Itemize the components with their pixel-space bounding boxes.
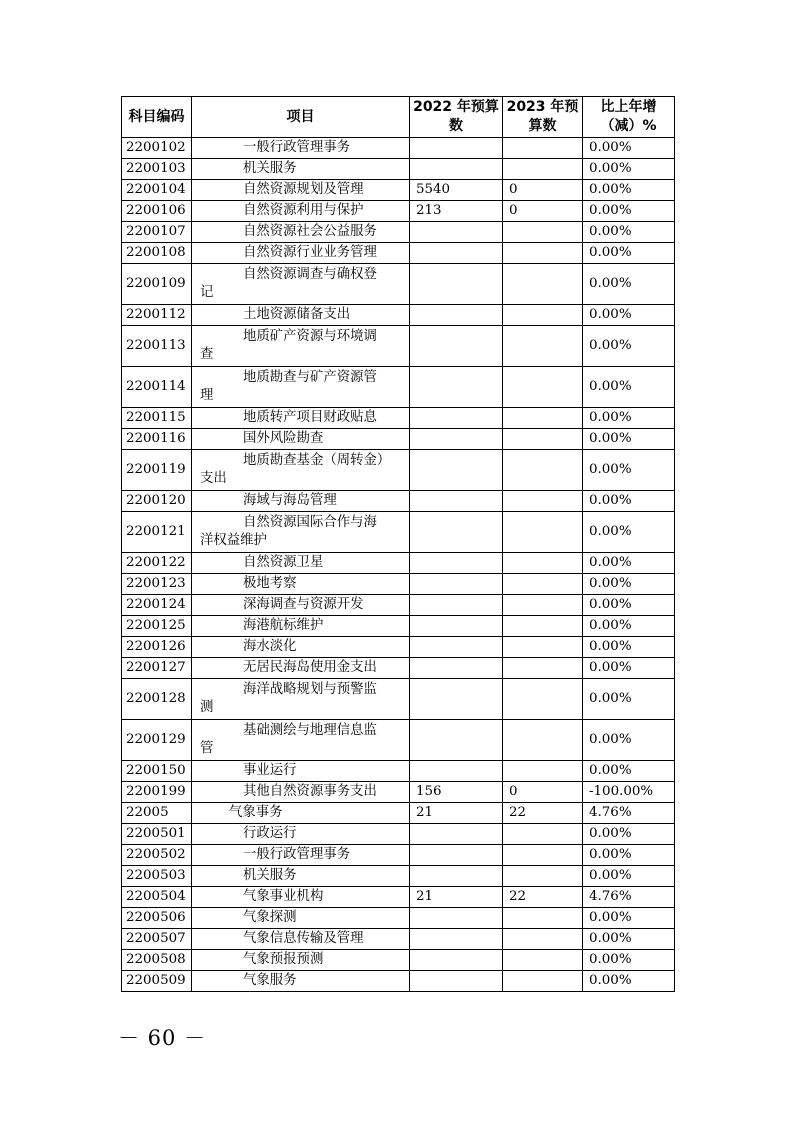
cell-change: 0.00% bbox=[583, 201, 675, 222]
cell-change: 0.00% bbox=[583, 908, 675, 929]
cell-2023 bbox=[503, 971, 583, 992]
table-row bbox=[122, 866, 675, 887]
table-row bbox=[122, 408, 675, 429]
cell-2022 bbox=[410, 866, 503, 887]
cell-2023 bbox=[503, 491, 583, 512]
item-label: 气象事业机构 bbox=[243, 889, 324, 904]
cell-code: 2200120 bbox=[122, 491, 192, 512]
cell-change: 0.00% bbox=[583, 222, 675, 243]
cell-code: 2200119 bbox=[122, 450, 192, 491]
item-label: 无居民海岛使用金支出 bbox=[243, 660, 377, 675]
cell-2022 bbox=[410, 222, 503, 243]
cell-2023: 0 bbox=[503, 201, 583, 222]
cell-change: 0.00% bbox=[583, 180, 675, 201]
table-row bbox=[122, 658, 675, 679]
table-row bbox=[122, 908, 675, 929]
item-label: 事业运行 bbox=[243, 763, 297, 778]
cell-change: 0.00% bbox=[583, 658, 675, 679]
cell-item bbox=[192, 720, 410, 761]
item-label: 自然资源社会公益服务 bbox=[243, 224, 377, 239]
cell-code: 2200106 bbox=[122, 201, 192, 222]
item-label-continued: 查 bbox=[200, 347, 214, 362]
table-row bbox=[122, 201, 675, 222]
item-label: 气象预报预测 bbox=[243, 952, 324, 967]
cell-code: 2200199 bbox=[122, 782, 192, 803]
table-row bbox=[122, 491, 675, 512]
cell-code: 2200116 bbox=[122, 429, 192, 450]
cell-2022 bbox=[410, 720, 503, 761]
table-row bbox=[122, 950, 675, 971]
item-label: 气象服务 bbox=[243, 973, 297, 988]
cell-item bbox=[192, 450, 410, 491]
cell-2023 bbox=[503, 720, 583, 761]
cell-code: 2200124 bbox=[122, 595, 192, 616]
item-label: 自然资源国际合作与海 bbox=[243, 515, 377, 530]
cell-code: 2200122 bbox=[122, 553, 192, 574]
item-label-continued: 测 bbox=[200, 700, 214, 715]
cell-change: 4.76% bbox=[583, 887, 675, 908]
table-row bbox=[122, 450, 675, 491]
cell-2022: 5540 bbox=[410, 180, 503, 201]
cell-2023 bbox=[503, 243, 583, 264]
cell-2022 bbox=[410, 971, 503, 992]
cell-2023 bbox=[503, 429, 583, 450]
cell-2023 bbox=[503, 845, 583, 866]
item-label: 自然资源卫星 bbox=[243, 555, 324, 570]
cell-change: 0.00% bbox=[583, 950, 675, 971]
cell-2023 bbox=[503, 950, 583, 971]
cell-2022 bbox=[410, 367, 503, 408]
budget-table bbox=[121, 96, 675, 992]
cell-2023 bbox=[503, 222, 583, 243]
cell-2022: 21 bbox=[410, 887, 503, 908]
cell-code: 2200508 bbox=[122, 950, 192, 971]
cell-change: 0.00% bbox=[583, 574, 675, 595]
table-row bbox=[122, 553, 675, 574]
cell-2022 bbox=[410, 679, 503, 720]
cell-code: 2200128 bbox=[122, 679, 192, 720]
table-body bbox=[122, 138, 675, 992]
cell-2023 bbox=[503, 761, 583, 782]
item-label: 国外风险勘查 bbox=[243, 431, 324, 446]
cell-change: 0.00% bbox=[583, 305, 675, 326]
table-row bbox=[122, 761, 675, 782]
item-label: 其他自然资源事务支出 bbox=[243, 784, 377, 799]
item-label: 土地资源储备支出 bbox=[243, 307, 351, 322]
item-label: 地质矿产资源与环境调 bbox=[243, 329, 377, 344]
cell-2023 bbox=[503, 658, 583, 679]
cell-code: 2200509 bbox=[122, 971, 192, 992]
cell-change: 0.00% bbox=[583, 824, 675, 845]
table-row bbox=[122, 595, 675, 616]
item-label: 机关服务 bbox=[243, 161, 297, 176]
table-row bbox=[122, 512, 675, 553]
cell-code: 2200115 bbox=[122, 408, 192, 429]
cell-item bbox=[192, 264, 410, 305]
item-label: 行政运行 bbox=[243, 826, 297, 841]
item-label-continued: 记 bbox=[200, 285, 214, 300]
cell-change: 4.76% bbox=[583, 803, 675, 824]
item-label: 深海调查与资源开发 bbox=[243, 597, 364, 612]
cell-2023 bbox=[503, 908, 583, 929]
cell-code: 2200501 bbox=[122, 824, 192, 845]
cell-2022 bbox=[410, 491, 503, 512]
page-number: － 60 － bbox=[118, 1026, 207, 1050]
table-row bbox=[122, 243, 675, 264]
cell-item bbox=[192, 138, 410, 159]
item-label: 自然资源规划及管理 bbox=[243, 182, 364, 197]
cell-2022 bbox=[410, 574, 503, 595]
cell-item bbox=[192, 679, 410, 720]
table-row bbox=[122, 887, 675, 908]
cell-change: 0.00% bbox=[583, 159, 675, 180]
table-row bbox=[122, 824, 675, 845]
cell-code: 2200103 bbox=[122, 159, 192, 180]
cell-item bbox=[192, 408, 410, 429]
cell-2022: 156 bbox=[410, 782, 503, 803]
header-2022: 2022 年预算数 bbox=[410, 97, 503, 138]
cell-item bbox=[192, 180, 410, 201]
cell-2022 bbox=[410, 408, 503, 429]
item-label: 海水淡化 bbox=[243, 639, 297, 654]
cell-item bbox=[192, 908, 410, 929]
cell-change: 0.00% bbox=[583, 616, 675, 637]
cell-2022 bbox=[410, 595, 503, 616]
cell-2022 bbox=[410, 326, 503, 367]
cell-change: 0.00% bbox=[583, 929, 675, 950]
cell-2022: 21 bbox=[410, 803, 503, 824]
table-row bbox=[122, 845, 675, 866]
cell-item bbox=[192, 367, 410, 408]
cell-item bbox=[192, 305, 410, 326]
cell-code: 2200150 bbox=[122, 761, 192, 782]
item-label: 气象探测 bbox=[243, 910, 297, 925]
table-row bbox=[122, 574, 675, 595]
cell-2022 bbox=[410, 908, 503, 929]
cell-code: 2200113 bbox=[122, 326, 192, 367]
cell-2023 bbox=[503, 595, 583, 616]
cell-code: 2200104 bbox=[122, 180, 192, 201]
table-row bbox=[122, 637, 675, 658]
cell-code: 2200503 bbox=[122, 866, 192, 887]
item-label-continued: 理 bbox=[200, 388, 214, 403]
cell-2022 bbox=[410, 429, 503, 450]
cell-item bbox=[192, 429, 410, 450]
cell-2023 bbox=[503, 367, 583, 408]
cell-2023 bbox=[503, 637, 583, 658]
table-row bbox=[122, 782, 675, 803]
item-label: 海洋战略规划与预警监 bbox=[243, 682, 377, 697]
cell-change: 0.00% bbox=[583, 243, 675, 264]
header-change: 比上年增（减）% bbox=[583, 97, 675, 138]
cell-change: 0.00% bbox=[583, 595, 675, 616]
cell-code: 2200112 bbox=[122, 305, 192, 326]
cell-change: 0.00% bbox=[583, 553, 675, 574]
cell-2022 bbox=[410, 159, 503, 180]
cell-2022 bbox=[410, 305, 503, 326]
cell-item bbox=[192, 950, 410, 971]
cell-code: 2200114 bbox=[122, 367, 192, 408]
cell-code: 2200109 bbox=[122, 264, 192, 305]
cell-change: 0.00% bbox=[583, 679, 675, 720]
cell-code: 2200507 bbox=[122, 929, 192, 950]
item-label: 一般行政管理事务 bbox=[243, 140, 351, 155]
header-2023: 2023 年预算数 bbox=[503, 97, 583, 138]
cell-2022 bbox=[410, 658, 503, 679]
cell-2023 bbox=[503, 138, 583, 159]
cell-item bbox=[192, 929, 410, 950]
cell-code: 2200125 bbox=[122, 616, 192, 637]
cell-2023 bbox=[503, 450, 583, 491]
cell-item bbox=[192, 761, 410, 782]
cell-2022 bbox=[410, 243, 503, 264]
cell-2022 bbox=[410, 761, 503, 782]
cell-2023 bbox=[503, 408, 583, 429]
item-label: 地质勘查与矿产资源管 bbox=[243, 370, 377, 385]
item-label-continued: 支出 bbox=[200, 471, 227, 486]
cell-item bbox=[192, 658, 410, 679]
item-label: 海域与海岛管理 bbox=[243, 493, 337, 508]
cell-2023 bbox=[503, 866, 583, 887]
cell-2023: 22 bbox=[503, 887, 583, 908]
cell-item bbox=[192, 512, 410, 553]
table-row bbox=[122, 971, 675, 992]
item-label: 气象事务 bbox=[229, 805, 283, 820]
cell-code: 2200127 bbox=[122, 658, 192, 679]
cell-2023 bbox=[503, 553, 583, 574]
header-code: 科目编码 bbox=[122, 97, 192, 138]
cell-2023: 0 bbox=[503, 180, 583, 201]
cell-item bbox=[192, 595, 410, 616]
cell-item bbox=[192, 824, 410, 845]
cell-code: 2200107 bbox=[122, 222, 192, 243]
cell-change: 0.00% bbox=[583, 138, 675, 159]
item-label: 自然资源利用与保护 bbox=[243, 203, 364, 218]
item-label: 基础测绘与地理信息监 bbox=[243, 723, 377, 738]
cell-2023 bbox=[503, 824, 583, 845]
cell-item bbox=[192, 243, 410, 264]
cell-2023: 0 bbox=[503, 782, 583, 803]
cell-code: 2200506 bbox=[122, 908, 192, 929]
cell-2022 bbox=[410, 824, 503, 845]
table-row bbox=[122, 929, 675, 950]
table-row bbox=[122, 803, 675, 824]
item-label: 机关服务 bbox=[243, 868, 297, 883]
cell-item bbox=[192, 491, 410, 512]
item-label: 地质转产项目财政贴息 bbox=[243, 410, 377, 425]
cell-2022: 213 bbox=[410, 201, 503, 222]
cell-code: 2200502 bbox=[122, 845, 192, 866]
table-header bbox=[122, 97, 675, 138]
cell-2022 bbox=[410, 512, 503, 553]
table-row bbox=[122, 367, 675, 408]
table-row bbox=[122, 720, 675, 761]
cell-item bbox=[192, 553, 410, 574]
item-label: 极地考察 bbox=[243, 576, 297, 591]
header-item: 项目 bbox=[192, 97, 410, 138]
cell-code: 2200126 bbox=[122, 637, 192, 658]
cell-change: 0.00% bbox=[583, 637, 675, 658]
cell-2023 bbox=[503, 326, 583, 367]
cell-2022 bbox=[410, 950, 503, 971]
cell-change: 0.00% bbox=[583, 491, 675, 512]
cell-item bbox=[192, 887, 410, 908]
cell-item bbox=[192, 159, 410, 180]
cell-2023 bbox=[503, 512, 583, 553]
table-row bbox=[122, 222, 675, 243]
cell-change: 0.00% bbox=[583, 408, 675, 429]
cell-2022 bbox=[410, 450, 503, 491]
cell-change: 0.00% bbox=[583, 264, 675, 305]
cell-item bbox=[192, 574, 410, 595]
table-row bbox=[122, 679, 675, 720]
table-row bbox=[122, 305, 675, 326]
cell-2023 bbox=[503, 159, 583, 180]
cell-item bbox=[192, 782, 410, 803]
cell-change: 0.00% bbox=[583, 512, 675, 553]
cell-2022 bbox=[410, 616, 503, 637]
cell-code: 2200123 bbox=[122, 574, 192, 595]
cell-code: 2200102 bbox=[122, 138, 192, 159]
cell-item bbox=[192, 222, 410, 243]
cell-2022 bbox=[410, 845, 503, 866]
cell-change: 0.00% bbox=[583, 326, 675, 367]
table-row bbox=[122, 616, 675, 637]
cell-change: 0.00% bbox=[583, 720, 675, 761]
cell-item bbox=[192, 616, 410, 637]
cell-2022 bbox=[410, 138, 503, 159]
item-label: 气象信息传输及管理 bbox=[243, 931, 364, 946]
item-label: 海港航标维护 bbox=[243, 618, 324, 633]
cell-2022 bbox=[410, 553, 503, 574]
cell-2022 bbox=[410, 637, 503, 658]
cell-change: 0.00% bbox=[583, 450, 675, 491]
item-label-continued: 管 bbox=[200, 741, 214, 756]
cell-item bbox=[192, 803, 410, 824]
cell-2023 bbox=[503, 305, 583, 326]
item-label: 一般行政管理事务 bbox=[243, 847, 351, 862]
table-row bbox=[122, 138, 675, 159]
cell-2023 bbox=[503, 574, 583, 595]
cell-2022 bbox=[410, 264, 503, 305]
item-label: 地质勘查基金（周转金） bbox=[243, 453, 391, 468]
cell-item bbox=[192, 971, 410, 992]
cell-item bbox=[192, 845, 410, 866]
cell-code: 2200129 bbox=[122, 720, 192, 761]
cell-item bbox=[192, 201, 410, 222]
item-label: 自然资源行业业务管理 bbox=[243, 245, 377, 260]
table-row bbox=[122, 159, 675, 180]
cell-code: 2200504 bbox=[122, 887, 192, 908]
cell-change: 0.00% bbox=[583, 367, 675, 408]
cell-2022 bbox=[410, 929, 503, 950]
table-row bbox=[122, 180, 675, 201]
cell-code: 22005 bbox=[122, 803, 192, 824]
cell-change: -100.00% bbox=[583, 782, 675, 803]
cell-change: 0.00% bbox=[583, 866, 675, 887]
item-label-continued: 洋权益维护 bbox=[200, 533, 267, 548]
cell-2023 bbox=[503, 929, 583, 950]
cell-change: 0.00% bbox=[583, 429, 675, 450]
item-label: 自然资源调查与确权登 bbox=[243, 267, 377, 282]
cell-change: 0.00% bbox=[583, 971, 675, 992]
table-row bbox=[122, 429, 675, 450]
cell-2023: 22 bbox=[503, 803, 583, 824]
cell-change: 0.00% bbox=[583, 845, 675, 866]
cell-change: 0.00% bbox=[583, 761, 675, 782]
cell-code: 2200121 bbox=[122, 512, 192, 553]
cell-item bbox=[192, 637, 410, 658]
table-row bbox=[122, 264, 675, 305]
cell-item bbox=[192, 866, 410, 887]
table-row bbox=[122, 326, 675, 367]
cell-2023 bbox=[503, 679, 583, 720]
cell-2023 bbox=[503, 264, 583, 305]
cell-item bbox=[192, 326, 410, 367]
cell-2023 bbox=[503, 616, 583, 637]
cell-code: 2200108 bbox=[122, 243, 192, 264]
